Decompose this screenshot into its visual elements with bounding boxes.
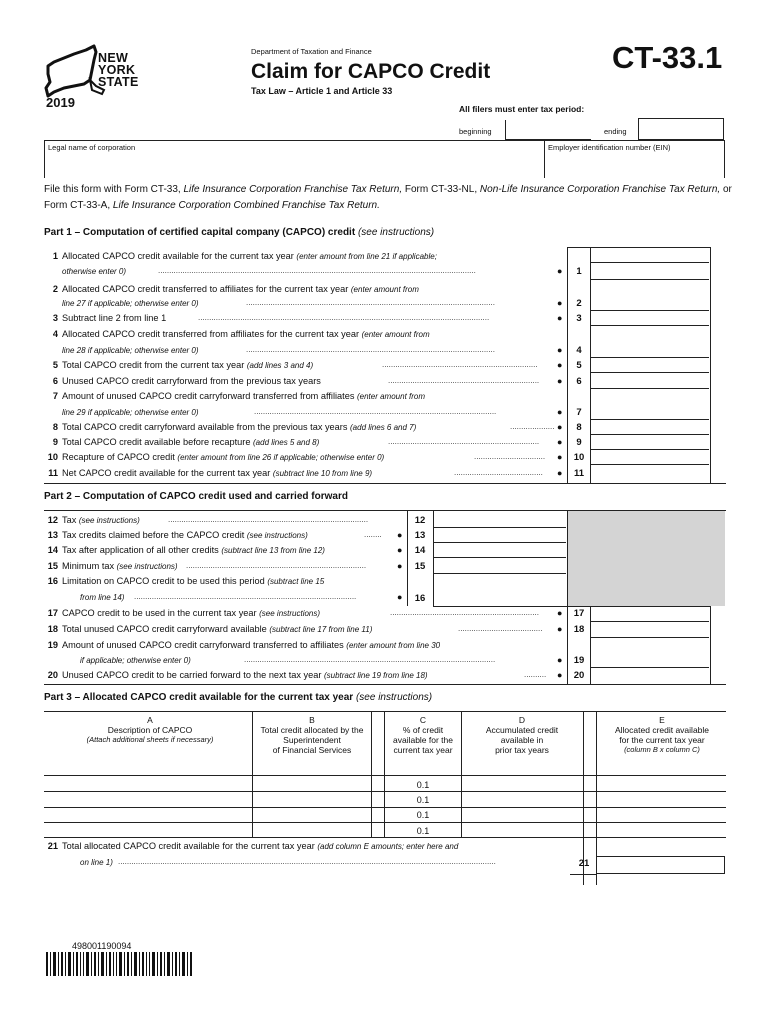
ending-label: ending	[604, 127, 627, 136]
col-e-header: E Allocated credit available for the current tax year (column B x column C)	[614, 715, 710, 754]
line-1-input[interactable]	[591, 262, 709, 280]
ending-field[interactable]	[638, 118, 724, 140]
line-17-input[interactable]	[591, 606, 709, 622]
line-20: 20 Unused CAPCO credit to be carried forward to the next tax year (subtract line 19 from line 18)	[47, 670, 428, 680]
col-b-header: B Total credit allocated by the Superintendent of Financial Services	[260, 715, 364, 755]
line-16: 16 Limitation on CAPCO credit to be used this period (subtract line 15	[47, 576, 325, 586]
line-13-input[interactable]	[434, 528, 566, 543]
row1-pct: 0.1	[416, 780, 430, 790]
row4-pct: 0.1	[416, 826, 430, 836]
line-7: 7 Amount of unused CAPCO credit carryforward transferred from affiliates (enter amount from	[52, 391, 426, 401]
row4-description[interactable]	[45, 823, 251, 836]
line-2: 2 Allocated CAPCO credit transferred to affiliates for the current tax year (enter amount from	[52, 284, 419, 294]
legal-name-label: Legal name of corporation	[48, 143, 136, 152]
barcode	[46, 952, 194, 976]
line-13: 13 Tax credits claimed before the CAPCO credit (see instructions)	[47, 530, 308, 540]
line-11-input[interactable]	[591, 466, 709, 482]
line-19: 19 Amount of unused CAPCO credit carryforward transferred to affiliates (enter amount from line 30	[47, 640, 441, 650]
line-19-input[interactable]	[591, 653, 709, 668]
beginning-field[interactable]	[505, 120, 591, 140]
line-9-input[interactable]	[591, 435, 709, 450]
col-d-header: D Accumulated credit available in prior tax years	[485, 715, 559, 755]
part2-title: Part 2 – Computation of CAPCO credit used and carried forward	[44, 491, 348, 502]
row2-pct: 0.1	[416, 795, 430, 805]
line-10: 10 Recapture of CAPCO credit (enter amount from line 26 if applicable; otherwise enter 0)	[47, 452, 385, 462]
line-7-input[interactable]	[591, 405, 709, 420]
line-9: 9 Total CAPCO credit available before recapture (add lines 5 and 8)	[52, 437, 320, 447]
line-3: 3 Subtract line 2 from line 1	[52, 313, 167, 323]
ein-field[interactable]	[544, 140, 725, 178]
line-10-input[interactable]	[591, 450, 709, 465]
col-c-header: C % of credit available for the current tax year	[392, 715, 453, 755]
legal-name-field[interactable]	[44, 140, 544, 178]
line-14: 14 Tax after application of all other credits (subtract line 13 from line 12)	[47, 545, 325, 555]
line-8: 8 Total CAPCO credit carryforward available from the previous tax years (add lines 6 and 7)	[52, 422, 417, 432]
page-title: Claim for CAPCO Credit	[251, 60, 491, 83]
line-14-input[interactable]	[434, 543, 566, 558]
line-20-input[interactable]	[591, 668, 709, 683]
form-number: CT-33.1	[612, 40, 723, 75]
row1-description[interactable]	[45, 776, 251, 790]
barcode-number: 498001190094	[72, 941, 132, 951]
line-3-input[interactable]	[591, 311, 709, 326]
line-8-input[interactable]	[591, 420, 709, 435]
form-year: 2019	[46, 95, 75, 110]
tax-law: Tax Law – Article 1 and Article 33	[251, 86, 393, 96]
line-15: 15 Minimum tax (see instructions)	[47, 561, 178, 571]
line-2-input[interactable]	[591, 296, 709, 311]
line-21-input[interactable]	[597, 856, 725, 874]
beginning-label: beginning	[459, 127, 492, 136]
line-12-input[interactable]	[434, 513, 566, 528]
department: Department of Taxation and Finance	[251, 47, 372, 56]
line-16-input[interactable]	[434, 590, 566, 606]
line-17: 17 CAPCO credit to be used in the current tax year (see instructions)	[47, 608, 321, 618]
row2-description[interactable]	[45, 792, 251, 806]
line-6: 6 Unused CAPCO credit carryforward from the previous tax years	[52, 376, 321, 386]
line-12: 12 Tax (see instructions)	[47, 515, 140, 525]
line-4-input[interactable]	[591, 343, 709, 358]
state-name: NEW YORK STATE	[98, 51, 139, 89]
row3-pct: 0.1	[416, 810, 430, 820]
all-filers-note: All filers must enter tax period:	[459, 104, 585, 114]
line-6-input[interactable]	[591, 374, 709, 389]
line-1: 1 Allocated CAPCO credit available for the current tax year (enter amount from line 21 if applicable;	[52, 251, 437, 261]
line-5: 5 Total CAPCO credit from the current tax year (add lines 3 and 4)	[52, 360, 314, 370]
line-11: 11 Net CAPCO credit available for the current tax year (subtract line 10 from line 9)	[48, 468, 373, 478]
intro-text: File this form with Form CT-33, Life Insurance Corporation Franchise Tax Return, Form CT-33-NL, Non-Life Insurance Corporation Franchise Tax Return, or Form CT-33-A, Life Insurance Corporation Combined Franchise Tax Return.	[44, 184, 732, 211]
part1-title: Part 1 – Computation of certified capital company (CAPCO) credit (see instructions)	[44, 227, 435, 238]
part3-title: Part 3 – Allocated CAPCO credit available for the current tax year (see instructions)	[44, 692, 433, 703]
line-15-input[interactable]	[434, 559, 566, 574]
line-21: 21 Total allocated CAPCO credit available for the current tax year (add column E amounts; enter here and	[47, 841, 459, 851]
line-18-input[interactable]	[591, 622, 709, 638]
ein-label: Employer identification number (EIN)	[548, 143, 671, 152]
col-a-header: A Description of CAPCO (Attach additional sheets if necessary)	[86, 715, 214, 744]
line-4: 4 Allocated CAPCO credit transferred from affiliates for the current tax year (enter amount from	[52, 329, 430, 339]
line-18: 18 Total unused CAPCO credit carryforward available (subtract line 17 from line 11)	[47, 624, 373, 634]
line-5-input[interactable]	[591, 358, 709, 373]
row3-description[interactable]	[45, 808, 251, 822]
